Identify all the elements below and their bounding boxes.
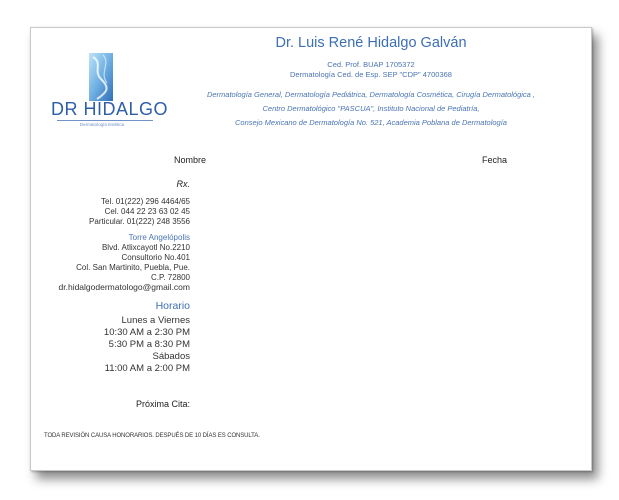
address-line-1: Blvd. Atlixcayotl No.2210	[101, 243, 190, 252]
schedule-item: 11:00 AM a 2:00 PM	[104, 363, 190, 374]
address-line-2: Consultorio No.401	[121, 253, 190, 262]
schedule-item: Lunes a Viernes	[121, 315, 190, 326]
location-name: Torre Angelópolis	[128, 233, 190, 242]
footer-note: TODA REVISIÓN CAUSA HONORARIOS. DESPUÉS DE 10 DÍAS ES CONSULTA.	[44, 433, 260, 439]
fecha-label: Fecha	[482, 155, 508, 165]
stylized-figure-icon	[89, 53, 113, 101]
schedule-item: 5:30 PM a 8:30 PM	[108, 339, 190, 350]
next-appointment-label: Próxima Cita:	[135, 399, 190, 409]
ced-prof: Ced. Prof. BUAP 1705372	[327, 60, 415, 69]
schedule-item: 10:30 AM a 2:30 PM	[103, 327, 190, 338]
address-line-4: C.P. 72800	[151, 273, 190, 282]
specialties-line-2: Centro Dermatológico "PASCUA", Instituto Nacional de Pediatría,	[262, 104, 480, 113]
address-line-3: Col. San Martinito, Puebla, Pue.	[76, 263, 190, 272]
phone-tel: Tel. 01(222) 296 4464/65	[101, 197, 190, 206]
ced-esp: Dermatología Ced. de Esp. SEP "CDP" 4700368	[290, 70, 452, 79]
phone-cel: Cel. 044 22 23 63 02 45	[104, 207, 190, 216]
nombre-label: Nombre	[174, 155, 207, 165]
phone-particular: Particular. 01(222) 248 3556	[89, 217, 190, 226]
specialties-line-3: Consejo Mexicano de Dermatología No. 521, Academia Poblana de Dermatología	[235, 118, 507, 127]
rx-label: Rx.	[176, 179, 190, 189]
logo-subtitle: Dermatología Estética	[79, 122, 125, 127]
prescription-sheet	[30, 27, 592, 471]
specialties-line-1: Dermatología General, Dermatología Pediátrica, Dermatología Cosmética, Cirugía Dermatológica ,	[206, 90, 536, 99]
schedule-item: Sábados	[152, 351, 190, 362]
email: dr.hidalgodermatologo@gmail.com	[58, 282, 190, 292]
logo-divider	[57, 120, 153, 121]
doctor-name: Dr. Luis René Hidalgo Galván	[275, 35, 467, 51]
logo-text: DR HIDALGO	[51, 99, 169, 119]
logo	[51, 53, 169, 131]
schedule-title: Horario	[155, 300, 190, 312]
